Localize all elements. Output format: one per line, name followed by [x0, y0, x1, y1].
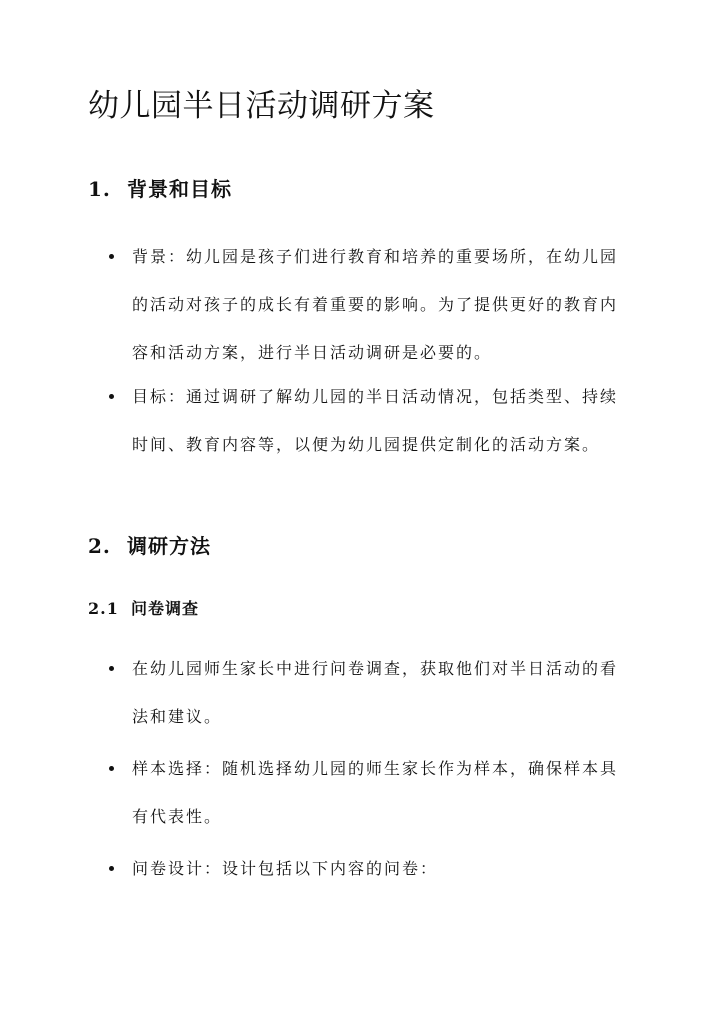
bullet-icon — [109, 254, 114, 259]
subsection-number: 2.1 — [88, 599, 119, 618]
bullet-icon — [109, 766, 114, 771]
bullet-icon — [109, 866, 114, 871]
list-item-sample-selection — [109, 745, 619, 841]
section-title: 调研方法 — [127, 534, 211, 558]
subsection-heading-questionnaire — [88, 597, 199, 621]
bullet-icon — [109, 394, 114, 399]
list-item-text: 样本选择：随机选择幼儿园的师生家长作为样本，确保样本具有代表性。 — [132, 759, 619, 826]
section-number: 2. — [88, 534, 111, 558]
list-item-text: 问卷设计：设计包括以下内容的问卷： — [132, 859, 439, 878]
list-item-questionnaire-design — [109, 845, 616, 893]
document-title: 幼儿园半日活动调研方案 — [88, 88, 435, 124]
section-number: 1. — [88, 177, 111, 201]
list-item-goal — [109, 373, 619, 517]
list-item-background — [109, 233, 619, 377]
bullet-icon — [109, 666, 114, 671]
section-heading-methods — [88, 532, 211, 560]
section-heading-background-goals — [88, 175, 232, 203]
list-item-text: 目标：通过调研了解幼儿园的半日活动情况，包括类型、持续时间、教育内容等，以便为幼儿园提供定制化的活动方案。 — [132, 387, 619, 454]
list-item-text: 在幼儿园师生家长中进行问卷调查，获取他们对半日活动的看法和建议。 — [132, 659, 619, 726]
section-title: 背景和目标 — [127, 177, 232, 201]
list-item-survey — [109, 645, 619, 741]
list-item-text: 背景：幼儿园是孩子们进行教育和培养的重要场所，在幼儿园的活动对孩子的成长有着重要的影响。为了提供更好的教育内容和活动方案，进行半日活动调研是必要的。 — [132, 247, 619, 362]
subsection-title: 问卷调查 — [131, 599, 200, 618]
